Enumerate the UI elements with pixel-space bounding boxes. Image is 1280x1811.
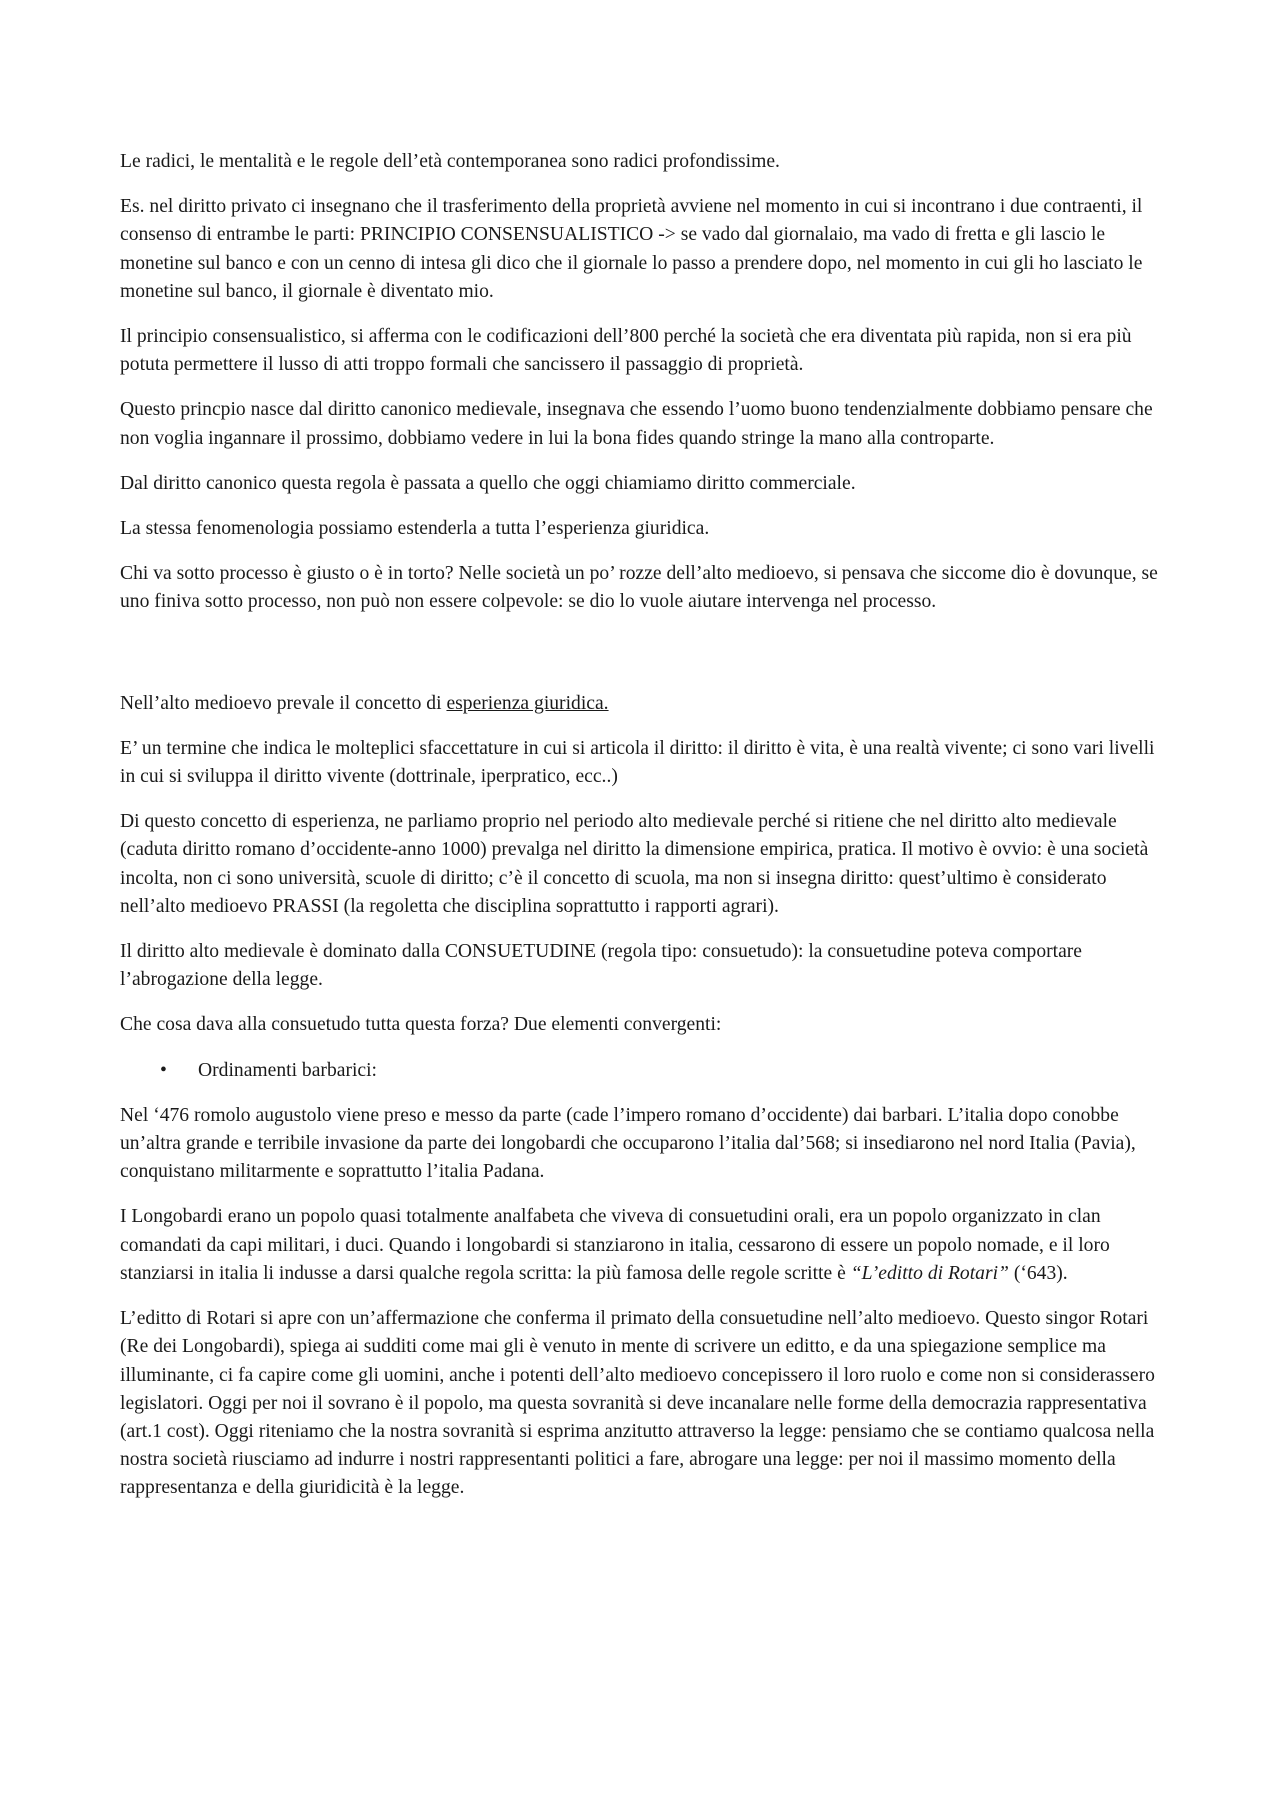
underlined-term: esperienza giuridica. xyxy=(446,692,609,714)
paragraph-11: Il diritto alto medievale è dominato dalla CONSUETUDINE (regola tipo: consuetudo): la consuetudine poteva comportare l’abrogazione della legge. xyxy=(120,941,1082,991)
blank-line xyxy=(120,634,1164,690)
paragraph-9: E’ un termine che indica le molteplici sfaccettature in cui si articola il diritto: il diritto è vita, è una realtà vivente; ci sono vari livelli in cui si sviluppa il diritto vivente (dottrinale, iperpratico, ecc..) xyxy=(120,737,1155,788)
paragraph-10: Di questo concetto di esperienza, ne parliamo proprio nel periodo alto medievale perché si ritiene che nel diritto alto medievale (caduta diritto romano d’occidente-anno 1000) prevalga nel diritto la dimensione empirica, pratica. Il motivo è ovvio: è una società incolta, non ci sono università, scuole di diritto; c’è il concetto di scuola, ma non si insegna diritto: quest’ultimo è considerato nell’alto medioevo PRASSI (la regoletta che disciplina soprattutto i rapporti agrari). xyxy=(120,811,1149,917)
bullet-text: Ordinamenti barbarici: xyxy=(198,1059,377,1081)
paragraph-2: Es. nel diritto privato ci insegnano che il trasferimento della proprietà avviene nel momento in cui si incontrano i due contraenti, il consenso di entrambe le parti: PRINCIPIO CONSENSUALISTICO -> se vado dal giornalaio, ma vado di fretta e gli lascio le monetine sul banco e con un cenno di intesa gli dico che il giornale lo passo a prendere dopo, nel momento in cui gli ho lasciato le monetine sul banco, il giornale è diventato mio. xyxy=(120,196,1143,302)
paragraph-14-end: (‘643). xyxy=(1008,1262,1068,1284)
bullet-mark: • xyxy=(160,1059,167,1081)
paragraph-12: Che cosa dava alla consuetudo tutta questa forza? Due elementi convergenti: xyxy=(120,1014,722,1036)
italic-title: “L’editto di Rotari” xyxy=(850,1262,1009,1284)
paragraph-13: Nel ‘476 romolo augustolo viene preso e messo da parte (cade l’impero romano d’occidente) dai barbari. L’italia dopo conobbe un’altra grande e terribile invasione da parte dei longobardi che occuparono l’italia dal’568; si insediarono nel nord Italia (Pavia), conquistano militarmente e soprattutto l’italia Padana. xyxy=(120,1104,1136,1183)
paragraph-6: La stessa fenomenologia possiamo estenderla a tutta l’esperienza giuridica. xyxy=(120,518,710,540)
paragraph-3: Il principio consensualistico, si afferma con le codificazioni dell’800 perché la società che era diventata più rapida, non si era più potuta permettere il lusso di atti troppo formali che sancissero il passaggio di proprietà. xyxy=(120,326,1132,376)
paragraph-14 xyxy=(120,1203,1164,1288)
document-page xyxy=(120,148,1164,1520)
paragraph-4: Questo princpio nasce dal diritto canonico medievale, insegnava che essendo l’uomo buono tendenzialmente dobbiamo pensare che non voglia ingannare il prossimo, dobbiamo vedere in lui la bona fides quando stringe la mano alla controparte. xyxy=(120,399,1153,449)
bullet-item xyxy=(120,1057,1164,1085)
paragraph-15: L’editto di Rotari si apre con un’affermazione che conferma il primato della consuetudine nell’alto medioevo. Questo singor Rotari (Re dei Longobardi), spiega ai sudditi come mai gli è venuto in mente di scrivere un editto, e da una spiegazione semplice ma illuminante, ci fa capire come gli uomini, anche i potenti dell’alto medioevo concepissero il loro ruolo e come non si considerassero legislatori. Oggi per noi il sovrano è il popolo, ma questa sovranità si deve incanalare nelle forme della democrazia rappresentativa (art.1 cost). Oggi riteniamo che la nostra sovranità si esprima anzitutto attraverso la legge: pensiamo che se contiamo qualcosa nella nostra società riusciamo ad indurre i nostri rappresentanti politici a fare, abrogare una legge: per noi il massimo momento della rappresentanza e della giuridicità è la legge. xyxy=(120,1308,1155,1499)
paragraph-7: Chi va sotto processo è giusto o è in torto? Nelle società un po’ rozze dell’alto medioevo, si pensava che siccome dio è dovunque, se uno finiva sotto processo, non può non essere colpevole: se dio lo vuole aiutare intervenga nel processo. xyxy=(120,563,1158,613)
paragraph-8 xyxy=(120,690,1164,718)
paragraph-14-text: I Longobardi erano un popolo quasi totalmente analfabeta che viveva di consuetudini orali, era un popolo organizzato in clan comandati da capi militari, i duci. Quando i longobardi si stanziarono in italia, cessarono di essere un popolo nomade, e il loro stanziarsi in italia li indusse a darsi qualche regola scritta: la più famosa delle regole scritte è xyxy=(120,1206,1110,1284)
paragraph-5: Dal diritto canonico questa regola è passata a quello che oggi chiamiamo diritto commerciale. xyxy=(120,472,856,494)
paragraph-8-text: Nell’alto medioevo prevale il concetto di xyxy=(120,692,447,714)
paragraph-1: Le radici, le mentalità e le regole dell’età contemporanea sono radici profondissime. xyxy=(120,151,780,172)
